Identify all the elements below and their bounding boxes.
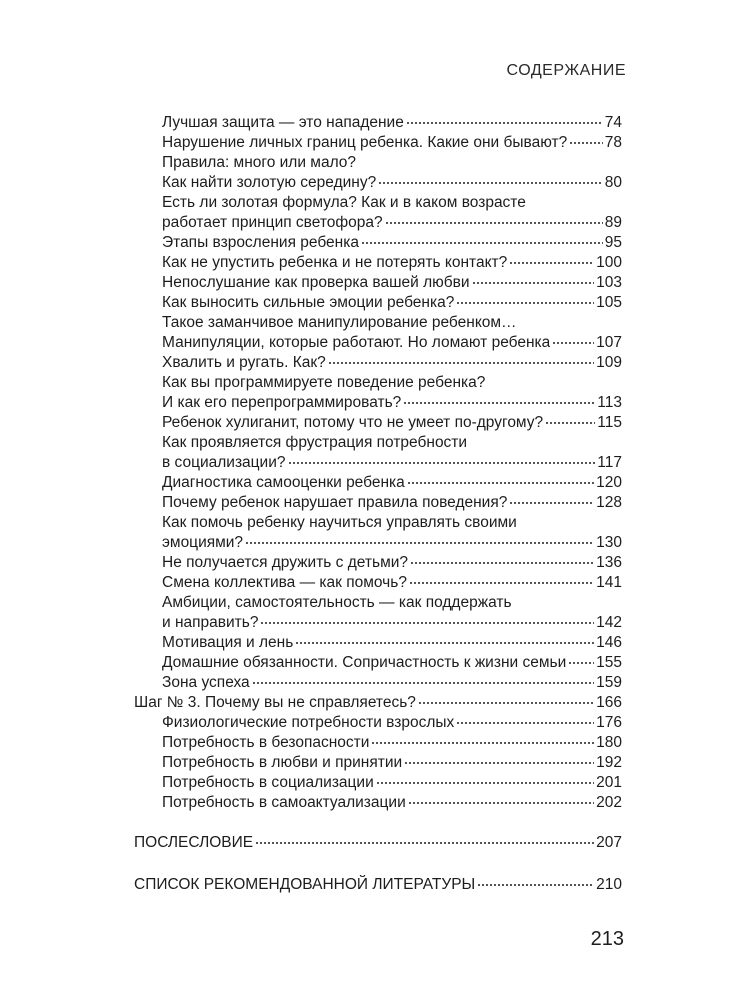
toc-entry-title: СПИСОК РЕКОМЕНДОВАННОЙ ЛИТЕРАТУРЫ bbox=[134, 876, 476, 893]
toc-leader-dots bbox=[260, 622, 594, 624]
toc-page-number: 176 bbox=[596, 714, 622, 731]
toc-entry-title: Как помочь ребенку научиться управлять своими bbox=[162, 514, 517, 531]
toc-leader-dots bbox=[385, 222, 603, 224]
toc-entry bbox=[134, 333, 622, 353]
toc-entry-title: Диагностика самооценки ребенка bbox=[162, 474, 405, 491]
toc-entry bbox=[134, 353, 622, 373]
toc-entry-title: в социализации? bbox=[162, 454, 286, 471]
toc-entry-title: Не получается дружить с детьми? bbox=[162, 554, 409, 571]
toc-page-number: 109 bbox=[596, 354, 622, 371]
toc-entry-title: Смена коллектива — как помочь? bbox=[162, 574, 407, 591]
toc-entry-title: Потребность в безопасности bbox=[162, 734, 370, 751]
toc-leader-dots bbox=[361, 242, 603, 244]
toc-entry bbox=[134, 453, 622, 473]
toc-entry bbox=[134, 533, 622, 553]
toc-leader-dots bbox=[403, 402, 595, 404]
toc-leader-dots bbox=[569, 142, 603, 144]
toc-entry bbox=[134, 493, 622, 513]
toc-entry-title: Как не упустить ребенка и не потерять контакт? bbox=[162, 254, 508, 271]
toc-leader-dots bbox=[472, 282, 595, 284]
toc-leader-dots bbox=[406, 122, 603, 124]
toc-entry bbox=[134, 613, 622, 633]
toc-entry-title: ПОСЛЕСЛОВИЕ bbox=[134, 834, 254, 851]
toc-page-number: 107 bbox=[596, 334, 622, 351]
toc-entry bbox=[134, 193, 622, 213]
toc-entry bbox=[134, 413, 622, 433]
toc-page-number: 115 bbox=[597, 414, 622, 431]
toc-entry-title: Правила: много или мало? bbox=[162, 154, 357, 171]
page-number: 213 bbox=[590, 928, 624, 950]
toc-entry-title: Зона успеха bbox=[162, 674, 250, 691]
toc-page-number: 202 bbox=[596, 794, 622, 811]
toc-entry-title: Манипуляции, которые работают. Но ломают ребенка bbox=[162, 334, 551, 351]
toc-page-number: 105 bbox=[596, 294, 622, 311]
toc-page-number: 142 bbox=[596, 614, 622, 631]
toc-entry-title: Есть ли золотая формула? Как и в каком возрасте bbox=[162, 194, 526, 211]
toc-page-number: 113 bbox=[597, 394, 622, 411]
toc-leader-dots bbox=[409, 582, 594, 584]
toc-entry-title: Шаг № 3. Почему вы не справляетесь? bbox=[134, 694, 416, 711]
toc-entry-title: Потребность в социализации bbox=[162, 774, 374, 791]
toc-entry bbox=[134, 213, 622, 233]
toc-leader-dots bbox=[371, 742, 594, 744]
toc-entry-title: эмоциями? bbox=[162, 534, 244, 551]
toc-entry-title: Потребность в любви и принятии bbox=[162, 754, 403, 771]
toc-entry bbox=[134, 733, 622, 753]
toc-leader-dots bbox=[418, 702, 594, 704]
toc-entry bbox=[134, 293, 622, 313]
toc-leader-dots bbox=[410, 562, 594, 564]
toc-entry bbox=[134, 593, 622, 613]
toc-entry bbox=[134, 673, 622, 693]
toc-entry-title: Почему ребенок нарушает правила поведения? bbox=[162, 494, 508, 511]
toc-entry bbox=[134, 753, 622, 773]
toc-leader-dots bbox=[255, 842, 594, 844]
toc-entry-title: Физиологические потребности взрослых bbox=[162, 714, 455, 731]
toc-page-number: 89 bbox=[604, 214, 622, 231]
toc-entry bbox=[134, 875, 622, 895]
toc-entry bbox=[134, 233, 622, 253]
toc-leader-dots bbox=[328, 362, 594, 364]
toc-entry bbox=[134, 833, 622, 853]
toc-page-number: 74 bbox=[604, 114, 622, 131]
toc-page-number: 103 bbox=[596, 274, 622, 291]
toc-entry bbox=[134, 513, 622, 533]
toc-leader-dots bbox=[288, 462, 596, 464]
toc-leader-dots bbox=[378, 182, 603, 184]
toc-entry bbox=[134, 133, 622, 153]
toc-entry-title: Как найти золотую середину? bbox=[162, 174, 377, 191]
running-header: СОДЕРЖАНИЕ bbox=[506, 62, 626, 79]
toc-entry bbox=[134, 693, 622, 713]
toc-page-number: 120 bbox=[596, 474, 622, 491]
toc-entry bbox=[134, 313, 622, 333]
toc-leader-dots bbox=[456, 302, 594, 304]
toc-entry-title: Мотивация и лень bbox=[162, 634, 294, 651]
toc-entry bbox=[134, 573, 622, 593]
toc-page-number: 210 bbox=[596, 876, 622, 893]
toc-leader-dots bbox=[456, 722, 594, 724]
toc-entry bbox=[134, 173, 622, 193]
toc-leader-dots bbox=[552, 342, 594, 344]
toc-entry bbox=[134, 653, 622, 673]
toc-entry-title: Такое заманчивое манипулирование ребенком… bbox=[162, 314, 517, 331]
toc-page-number: 146 bbox=[596, 634, 622, 651]
toc-page-number: 100 bbox=[596, 254, 622, 271]
toc-entry bbox=[134, 633, 622, 653]
toc-entry-title: Как выносить сильные эмоции ребенка? bbox=[162, 294, 455, 311]
toc-entry-title: работает принцип светофора? bbox=[162, 214, 383, 231]
toc-entry-title: Как вы программируете поведение ребенка? bbox=[162, 374, 486, 391]
table-of-contents bbox=[134, 113, 622, 895]
toc-entry-title: Ребенок хулиганит, потому что не умеет по-другому? bbox=[162, 414, 544, 431]
toc-leader-dots bbox=[252, 682, 594, 684]
toc-page-number: 207 bbox=[596, 834, 622, 851]
toc-entry bbox=[134, 473, 622, 493]
toc-entry bbox=[134, 433, 622, 453]
toc-page-number: 78 bbox=[604, 134, 622, 151]
toc-entry bbox=[134, 793, 622, 813]
toc-page-number: 192 bbox=[596, 754, 622, 771]
toc-page-number: 80 bbox=[604, 174, 622, 191]
toc-page-number: 166 bbox=[596, 694, 622, 711]
toc-entry bbox=[134, 113, 622, 133]
toc-leader-dots bbox=[245, 542, 594, 544]
toc-leader-dots bbox=[408, 802, 594, 804]
toc-leader-dots bbox=[545, 422, 595, 424]
toc-entry bbox=[134, 253, 622, 273]
toc-leader-dots bbox=[568, 662, 594, 664]
toc-page-number: 136 bbox=[596, 554, 622, 571]
toc-page-number: 201 bbox=[596, 774, 622, 791]
toc-leader-dots bbox=[509, 262, 594, 264]
toc-entry-title: Непослушание как проверка вашей любви bbox=[162, 274, 470, 291]
toc-entry bbox=[134, 773, 622, 793]
toc-entry bbox=[134, 393, 622, 413]
toc-entry-title: Нарушение личных границ ребенка. Какие они бывают? bbox=[162, 134, 568, 151]
toc-page-number: 128 bbox=[596, 494, 622, 511]
toc-page-number: 95 bbox=[604, 234, 622, 251]
toc-leader-dots bbox=[295, 642, 594, 644]
toc-entry-title: Амбиции, самостоятельность — как поддержать bbox=[162, 594, 512, 611]
toc-page-number: 141 bbox=[596, 574, 622, 591]
toc-entry-title: Как проявляется фрустрация потребности bbox=[162, 434, 468, 451]
toc-page-number: 180 bbox=[596, 734, 622, 751]
toc-entry-title: и направить? bbox=[162, 614, 259, 631]
toc-entry-title: Потребность в самоактуализации bbox=[162, 794, 406, 811]
toc-leader-dots bbox=[477, 884, 594, 886]
toc-leader-dots bbox=[407, 482, 594, 484]
toc-entry bbox=[134, 273, 622, 293]
toc-entry bbox=[134, 553, 622, 573]
toc-entry-title: Этапы взросления ребенка bbox=[162, 234, 359, 251]
toc-page-number: 159 bbox=[596, 674, 622, 691]
toc-leader-dots bbox=[376, 782, 594, 784]
toc-page-number: 117 bbox=[597, 454, 622, 471]
toc-entry-title: Домашние обязанности. Сопричастность к жизни семьи bbox=[162, 654, 567, 671]
toc-entry-title: Хвалить и ругать. Как? bbox=[162, 354, 326, 371]
toc-entry bbox=[134, 153, 622, 173]
toc-entry-title: Лучшая защита — это нападение bbox=[162, 114, 404, 131]
toc-page-number: 155 bbox=[596, 654, 622, 671]
toc-entry bbox=[134, 713, 622, 733]
toc-entry bbox=[134, 373, 622, 393]
toc-page-number: 130 bbox=[596, 534, 622, 551]
toc-entry-title: И как его перепрограммировать? bbox=[162, 394, 402, 411]
toc-leader-dots bbox=[404, 762, 594, 764]
toc-leader-dots bbox=[509, 502, 594, 504]
